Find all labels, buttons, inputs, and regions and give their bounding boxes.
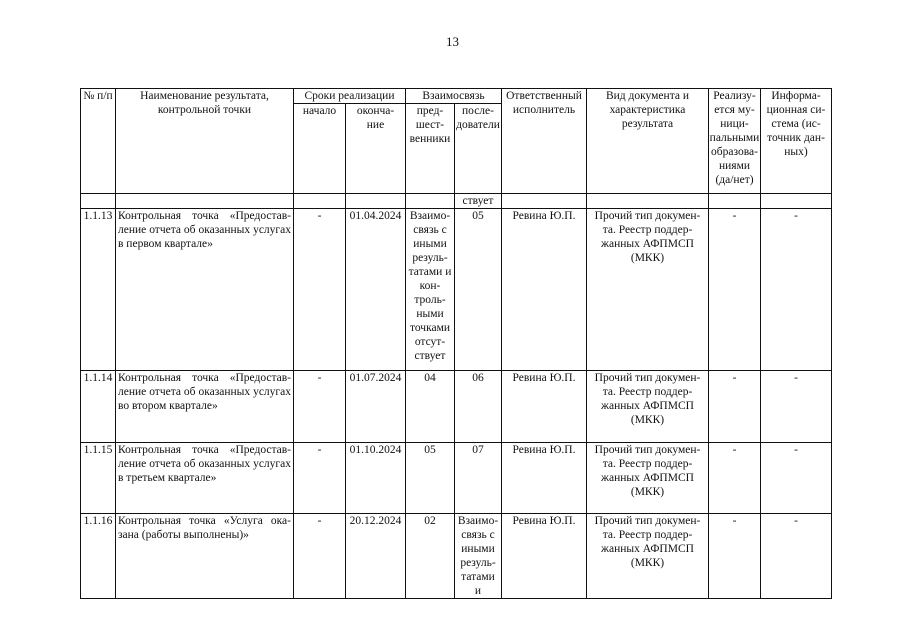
row-responsible: Ревина Ю.П.: [502, 514, 587, 599]
row-responsible: Ревина Ю.П.: [502, 443, 587, 514]
row-name: Контрольная точка «Предостав-ление отчета об оказанных услугах во втором квартале»: [116, 371, 294, 443]
row-municipal: -: [709, 371, 761, 443]
row-end: 01.07.2024: [346, 371, 406, 443]
row-doc-type: Прочий тип докумен- та. Реестр поддер- жанных АФПМСП (МКК): [587, 443, 709, 514]
row-end: 01.04.2024: [346, 209, 406, 371]
row-info-system: -: [761, 209, 832, 371]
continuation-successors: ствует: [455, 194, 502, 209]
row-start: -: [294, 443, 346, 514]
col-header-responsible: Ответственный исполнитель: [502, 89, 587, 194]
row-end: 01.10.2024: [346, 443, 406, 514]
table-row: [81, 209, 832, 371]
continuation-row: [81, 194, 832, 209]
row-num: 1.1.16: [81, 514, 116, 599]
col-header-name: Наименование результата, контрольной точки: [116, 89, 294, 194]
row-info-system: -: [761, 371, 832, 443]
col-header-relation: Взаимосвязь: [406, 89, 502, 104]
row-successors: Взаимо- связь с иными резуль- татами и: [455, 514, 502, 599]
row-municipal: -: [709, 209, 761, 371]
row-doc-type: Прочий тип докумен- та. Реестр поддер- жанных АФПМСП (МКК): [587, 371, 709, 443]
row-successors: 07: [455, 443, 502, 514]
row-doc-type: Прочий тип докумен- та. Реестр поддер- жанных АФПМСП (МКК): [587, 514, 709, 599]
row-start: -: [294, 514, 346, 599]
table-row: [81, 371, 832, 443]
row-end: 20.12.2024: [346, 514, 406, 599]
row-responsible: Ревина Ю.П.: [502, 371, 587, 443]
table-row: [81, 443, 832, 514]
row-start: -: [294, 371, 346, 443]
col-header-predecessors: пред- шест- венники: [406, 104, 455, 194]
col-header-successors: после- дователи: [455, 104, 502, 194]
col-header-info-system: Информа- ционная си- стема (ис- точник дан- ных): [761, 89, 832, 194]
row-predecessors: 02: [406, 514, 455, 599]
col-header-municipal: Реализу- ется му- ници- пальными образова- ниями (да/нет): [709, 89, 761, 194]
results-table: [80, 88, 832, 599]
table-row: [81, 514, 832, 599]
row-name: Контрольная точка «Услуга ока-зана (работы выполнены)»: [116, 514, 294, 599]
col-header-end: оконча- ние: [346, 104, 406, 194]
row-municipal: -: [709, 514, 761, 599]
col-header-num: № п/п: [81, 89, 116, 194]
row-municipal: -: [709, 443, 761, 514]
row-responsible: Ревина Ю.П.: [502, 209, 587, 371]
row-name: Контрольная точка «Предостав-ление отчета об оказанных услугах в первом квартале»: [116, 209, 294, 371]
row-info-system: -: [761, 443, 832, 514]
row-num: 1.1.14: [81, 371, 116, 443]
row-predecessors: Взаимо- связь с иными резуль- татами и кон- троль- ными точками отсут- ствует: [406, 209, 455, 371]
row-num: 1.1.15: [81, 443, 116, 514]
col-header-doc-type: Вид документа и характеристика результата: [587, 89, 709, 194]
row-successors: 05: [455, 209, 502, 371]
row-successors: 06: [455, 371, 502, 443]
row-start: -: [294, 209, 346, 371]
row-predecessors: 05: [406, 443, 455, 514]
col-header-terms: Сроки реализации: [294, 89, 406, 104]
row-info-system: -: [761, 514, 832, 599]
col-header-start: начало: [294, 104, 346, 194]
row-name: Контрольная точка «Предостав-ление отчета об оказанных услугах в третьем квартале»: [116, 443, 294, 514]
row-num: 1.1.13: [81, 209, 116, 371]
page-number: 13: [446, 34, 459, 49]
row-predecessors: 04: [406, 371, 455, 443]
row-doc-type: Прочий тип докумен- та. Реестр поддер- жанных АФПМСП (МКК): [587, 209, 709, 371]
